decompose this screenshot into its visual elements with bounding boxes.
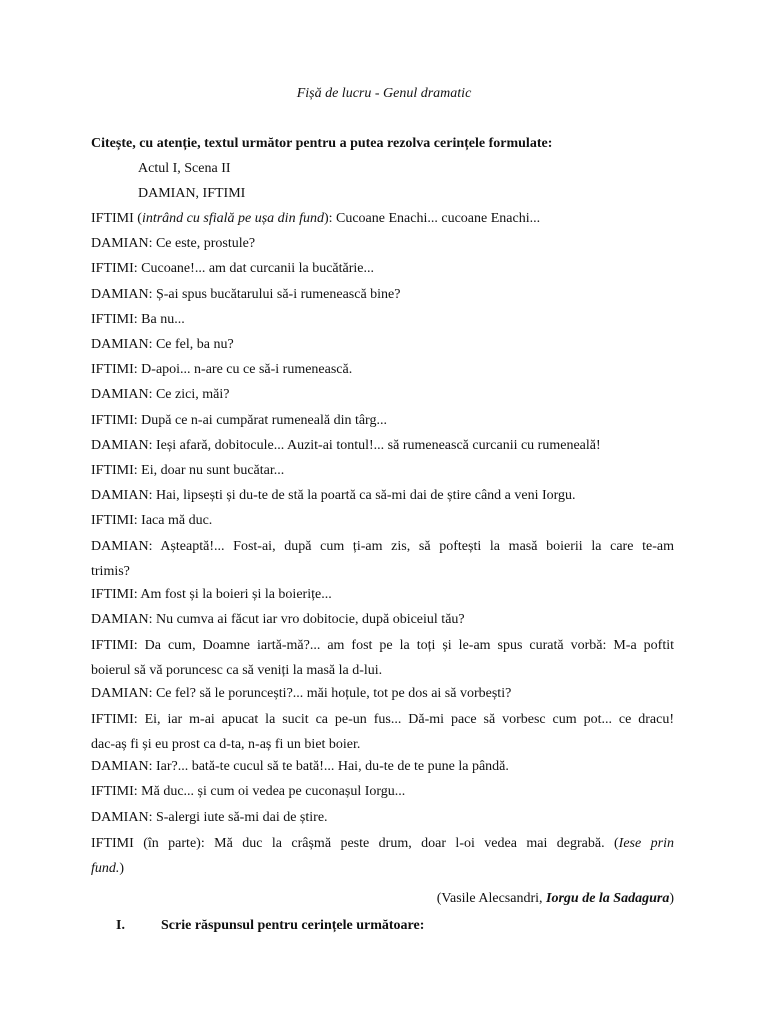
dialogue-text: : Da cum, Doamne iartă-mă?... am fost pe la toți și le-am spus curată vorbă: M-a poftit bbox=[133, 638, 674, 654]
dialogue-line bbox=[91, 831, 674, 881]
dialogue-line bbox=[91, 385, 674, 410]
dialogue-line bbox=[91, 511, 674, 536]
dialogue-text: ) bbox=[119, 860, 125, 876]
dialogue-text: : Ce fel, ba nu? bbox=[148, 336, 234, 352]
dialogue-line bbox=[91, 234, 674, 259]
speaker-name: IFTIMI bbox=[91, 211, 134, 226]
dialogue-text: : Iar?... bată-te cucul să te bată!... Hai, du-te de te pune la pândă. bbox=[148, 759, 509, 775]
dialogue-text: dac-aș fi și eu prost ca d-ta, n-aș fi un biet boier. bbox=[91, 736, 361, 752]
speaker-name: DAMIAN bbox=[91, 539, 149, 555]
dialogue-line bbox=[91, 411, 674, 436]
source-attribution bbox=[437, 889, 674, 909]
dialogue-text: : Ș-ai spus bucătarului să-i rumenească bine? bbox=[148, 286, 401, 302]
speaker-name: IFTIMI bbox=[91, 638, 134, 654]
speaker-name: IFTIMI bbox=[91, 311, 134, 327]
dialogue-text: : După ce n-ai cumpărat rumeneală din târg... bbox=[133, 412, 387, 428]
dialogue-text: : Iaca mă duc. bbox=[133, 513, 213, 529]
page-title: Fișă de lucru - Genul dramatic bbox=[296, 86, 472, 101]
dialogue-line bbox=[91, 633, 674, 683]
dialogue-text: : Mă duc... și cum oi vedea pe cuconașul Iorgu... bbox=[133, 784, 406, 800]
dialogue-text: : Ei, doar nu sunt bucătar... bbox=[133, 462, 285, 478]
speaker-name: IFTIMI bbox=[91, 711, 134, 727]
dialogue-text: : Ba nu... bbox=[133, 311, 185, 327]
dialogue-text: : Ei, iar m-ai apucat la sucit ca pe-un fus... Dă-mi pace să vorbesc cum pot... ce dracu! bbox=[133, 711, 674, 727]
attribution-close: ) bbox=[669, 891, 674, 906]
dialogue-line bbox=[91, 461, 674, 486]
dialogue-text: ( bbox=[133, 211, 142, 226]
speaker-name: DAMIAN bbox=[91, 809, 149, 825]
speaker-name: IFTIMI bbox=[91, 412, 134, 428]
speaker-name: DAMIAN bbox=[91, 612, 149, 628]
stage-direction: fund. bbox=[91, 860, 120, 876]
dialogue-line bbox=[91, 585, 674, 610]
scene-characters-heading: DAMIAN, IFTIMI bbox=[138, 186, 246, 201]
dialogue-text: : D-apoi... n-are cu ce să-i rumenească. bbox=[133, 362, 353, 378]
speaker-name: IFTIMI bbox=[91, 462, 134, 478]
speaker-name: DAMIAN bbox=[91, 236, 149, 252]
dialogue-text: : Cucoane!... am dat curcanii la bucătărie... bbox=[133, 261, 375, 277]
speaker-name: DAMIAN bbox=[91, 387, 149, 403]
dialogue-line bbox=[91, 285, 674, 310]
stage-direction: intrând cu sfială pe ușa din fund bbox=[141, 211, 324, 226]
dialogue-line bbox=[91, 707, 674, 757]
dialogue-line bbox=[91, 259, 674, 284]
dialogue-text: ): Cucoane Enachi... cucoane Enachi... bbox=[323, 211, 541, 226]
attribution-author: (Vasile Alecsandri, bbox=[436, 891, 547, 906]
dialogue-block bbox=[91, 209, 674, 881]
dialogue-line bbox=[91, 534, 674, 584]
dialogue-text: : Ce fel? să le poruncești?... măi hoțule, tot pe dos ai să vorbești? bbox=[148, 685, 512, 701]
instruction-text: Citește, cu atenție, textul următor pentru a putea rezolva cerințele formulate: bbox=[91, 136, 553, 151]
speaker-name: DAMIAN bbox=[91, 759, 149, 775]
scene-act-heading: Actul I, Scena II bbox=[138, 161, 231, 176]
section-number: I. bbox=[116, 918, 125, 933]
dialogue-line bbox=[91, 360, 674, 385]
dialogue-text: : Nu cumva ai făcut iar vro dobitocie, după obiceiul tău? bbox=[148, 612, 465, 628]
dialogue-text: trimis? bbox=[91, 564, 130, 580]
dialogue-line bbox=[91, 209, 674, 234]
speaker-name: IFTIMI bbox=[91, 784, 134, 800]
dialogue-text: : Hai, lipsești și du-te de stă la poartă ca să-mi dai de știre când a veni Iorgu. bbox=[148, 488, 576, 504]
dialogue-text: : Așteaptă!... Fost-ai, după cum ți-am zis, să poftești la masă boierii la care te-am bbox=[148, 539, 674, 555]
dialogue-text: (în parte): Mă duc la crâșmă peste drum, doar l-oi vedea mai degrabă. ( bbox=[133, 835, 619, 851]
dialogue-line bbox=[91, 335, 674, 360]
dialogue-line bbox=[91, 782, 674, 807]
dialogue-text: : Ce este, prostule? bbox=[148, 236, 256, 252]
dialogue-text: boierul să vă poruncesc ca să veniți la masă la d-lui. bbox=[91, 663, 383, 679]
dialogue-line bbox=[91, 610, 674, 635]
dialogue-line bbox=[91, 757, 674, 782]
speaker-name: IFTIMI bbox=[91, 835, 134, 851]
dialogue-text: : Am fost și la boieri și la boierițe... bbox=[133, 586, 332, 602]
dialogue-line bbox=[91, 486, 674, 511]
attribution-work-title: Iorgu de la Sadagura bbox=[546, 891, 670, 906]
speaker-name: IFTIMI bbox=[91, 586, 134, 602]
speaker-name: IFTIMI bbox=[91, 362, 134, 378]
stage-direction: Iese prin bbox=[618, 835, 674, 851]
dialogue-line bbox=[91, 808, 674, 833]
dialogue-text: : Ieși afară, dobitocule... Auzit-ai tontul!... să rumenească curcanii cu rumeneală! bbox=[148, 437, 601, 453]
speaker-name: DAMIAN bbox=[91, 488, 149, 504]
speaker-name: IFTIMI bbox=[91, 261, 134, 277]
dialogue-line bbox=[91, 310, 674, 335]
section-text: Scrie răspunsul pentru cerințele următoare: bbox=[161, 918, 425, 933]
dialogue-text: : S-alergi iute să-mi dai de știre. bbox=[148, 809, 328, 825]
speaker-name: DAMIAN bbox=[91, 437, 149, 453]
speaker-name: IFTIMI bbox=[91, 513, 134, 529]
speaker-name: DAMIAN bbox=[91, 685, 149, 701]
dialogue-line bbox=[91, 436, 674, 461]
dialogue-text: : Ce zici, măi? bbox=[148, 387, 230, 403]
speaker-name: DAMIAN bbox=[91, 336, 149, 352]
section-heading bbox=[116, 916, 424, 936]
dialogue-line bbox=[91, 684, 674, 709]
speaker-name: DAMIAN bbox=[91, 286, 149, 302]
